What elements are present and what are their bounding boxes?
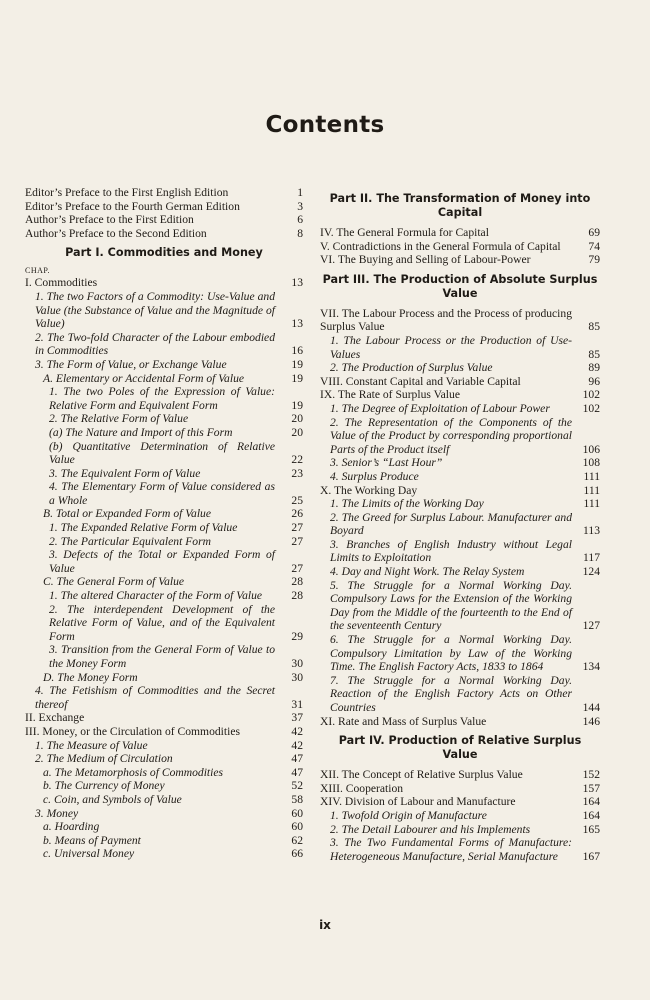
toc-entry-page: 111 xyxy=(583,469,600,483)
toc-entry-title: V. Contradictions in the General Formula of Capital xyxy=(320,239,561,253)
toc-entry-page: 152 xyxy=(582,768,600,782)
toc-entry xyxy=(25,766,303,780)
toc-entry-title: Author’s Preface to the First Edition xyxy=(25,213,194,227)
toc-entry-page: 89 xyxy=(588,361,600,375)
toc-entry-page: 26 xyxy=(291,507,303,521)
toc-entry-title: Author’s Preface to the Second Edition xyxy=(25,226,207,240)
toc-entry xyxy=(25,671,303,685)
toc-entry xyxy=(25,820,303,834)
toc-entry xyxy=(320,388,600,402)
toc-entry-title: 6. The Struggle for a Normal Working Day. Compulsory Limitation by Law of the Working Time. The English Factory Acts, 1833 to 1864 xyxy=(330,633,572,674)
toc-entry-title: 3. Senior’s “Last Hour” xyxy=(330,456,443,470)
page-title: Contents xyxy=(265,112,385,138)
toc-entry-page: 1 xyxy=(297,186,303,199)
toc-entry-title: a. The Metamorphosis of Commodities xyxy=(43,765,224,779)
toc-entry-title: 3. The Equivalent Form of Value xyxy=(49,466,201,480)
toc-entry xyxy=(320,565,600,579)
toc-entry-title: X. The Working Day xyxy=(320,483,418,497)
toc-entry-page: 127 xyxy=(582,619,600,633)
toc-entry-page: 30 xyxy=(291,657,303,670)
toc-column-left xyxy=(25,186,303,861)
toc-entry xyxy=(25,643,303,670)
toc-entry-title: 3. Money xyxy=(35,806,79,820)
toc-entry-page: 27 xyxy=(291,521,303,535)
toc-entry-title: XI. Rate and Mass of Surplus Value xyxy=(320,714,487,728)
toc-entry-title: 2. The Production of Surplus Value xyxy=(330,361,493,375)
toc-entry-page: 117 xyxy=(583,551,600,565)
toc-entry-page: 85 xyxy=(588,347,600,361)
toc-entry xyxy=(320,511,600,538)
toc-entry xyxy=(25,575,303,589)
toc-entry-page: 20 xyxy=(291,425,303,439)
toc-entry xyxy=(25,440,303,467)
toc-column-right xyxy=(320,186,600,863)
toc-entry-page: 13 xyxy=(291,317,303,331)
toc-entry-title: 4. The Fetishism of Commodities and the Secret thereof xyxy=(35,684,275,711)
toc-entry xyxy=(25,507,303,521)
toc-entry xyxy=(25,589,303,603)
toc-entry-page: 13 xyxy=(291,276,303,290)
toc-entry-title: 5. The Struggle for a Normal Working Day. Compulsory Laws for the Extension of the Working Day from the Middle of the fourteenth to the End of the seventeenth Century xyxy=(330,578,572,633)
toc-entry xyxy=(25,834,303,848)
toc-entry-page: 157 xyxy=(582,781,600,795)
toc-entry xyxy=(320,307,600,334)
toc-entry-title: B. Total or Expanded Form of Value xyxy=(43,507,211,521)
toc-entry-page: 113 xyxy=(583,524,600,538)
toc-entry xyxy=(25,213,303,227)
toc-entry-page: 167 xyxy=(582,849,600,863)
toc-entry xyxy=(25,793,303,807)
toc-entry-title: 1. The Measure of Value xyxy=(35,738,148,752)
toc-entry xyxy=(25,847,303,861)
toc-entry xyxy=(320,334,600,361)
toc-entry xyxy=(320,579,600,633)
toc-entry-title: 4. The Elementary Form of Value considered as a Whole xyxy=(49,480,275,507)
toc-entry xyxy=(25,385,303,412)
toc-entry-title: 1. The Degree of Exploitation of Labour Power xyxy=(330,401,550,415)
toc-entry xyxy=(25,480,303,507)
toc-entry xyxy=(320,240,600,254)
toc-entry-title: C. The General Form of Value xyxy=(43,575,185,589)
toc-entry-title: IV. The General Formula for Capital xyxy=(320,226,489,239)
toc-entry-page: 85 xyxy=(588,320,600,334)
toc-entry-page: 79 xyxy=(588,253,600,267)
toc-entry-page: 37 xyxy=(291,711,303,725)
toc-entry xyxy=(320,836,600,863)
toc-entry-title: 3. The Form of Value, or Exchange Value xyxy=(35,357,227,371)
toc-entry-page: 58 xyxy=(291,792,303,806)
toc-entry xyxy=(25,684,303,711)
toc-entry-title: 2. The Representation of the Components of the Value of the Product by corresponding proportional Parts of the Product itself xyxy=(330,415,572,456)
toc-entry-page: 16 xyxy=(291,344,303,358)
toc-entry xyxy=(25,290,303,331)
toc-entry-page: 69 xyxy=(588,226,600,239)
toc-entry xyxy=(25,779,303,793)
toc-entry xyxy=(320,484,600,498)
toc-entry xyxy=(25,807,303,821)
toc-entry-title: I. Commodities xyxy=(25,276,98,290)
toc-entry xyxy=(320,633,600,674)
toc-entry-page: 6 xyxy=(297,213,303,227)
toc-entry xyxy=(320,470,600,484)
toc-entry-title: XII. The Concept of Relative Surplus Value xyxy=(320,768,523,782)
toc-entry xyxy=(25,603,303,644)
toc-entry-title: 2. The Medium of Circulation xyxy=(35,752,173,766)
toc-entry xyxy=(320,375,600,389)
toc-entry xyxy=(320,674,600,715)
toc-entry-page: 20 xyxy=(291,412,303,426)
page-number: ix xyxy=(319,918,331,932)
toc-entry-page: 60 xyxy=(291,806,303,820)
toc-entry-title: a. Hoarding xyxy=(43,820,100,834)
toc-entry-title: 1. The Labour Process or the Production of Use-Values xyxy=(330,333,572,361)
toc-entry xyxy=(25,521,303,535)
toc-entry xyxy=(25,535,303,549)
toc-entry-title: b. Means of Payment xyxy=(43,833,141,847)
toc-entry-title: c. Universal Money xyxy=(43,847,135,861)
toc-entry xyxy=(25,426,303,440)
toc-entry-page: 66 xyxy=(291,847,303,861)
toc-entry-page: 29 xyxy=(291,629,303,643)
toc-entry xyxy=(320,809,600,823)
toc-entry-page: 62 xyxy=(291,833,303,847)
toc-entry xyxy=(25,412,303,426)
toc-entry-page: 47 xyxy=(291,752,303,766)
toc-entry xyxy=(25,186,303,200)
toc-entry-title: 2. The interdependent Development of the Relative Form of Value, and of the Equivalent Form xyxy=(49,602,275,643)
toc-entry xyxy=(320,416,600,457)
toc-entry-page: 164 xyxy=(582,808,600,822)
toc-entry xyxy=(320,497,600,511)
toc-entry-title: 1. The two Factors of a Commodity: Use-Value and Value (the Substance of Value and the Magnitude of Value) xyxy=(35,289,275,331)
toc-entry-title: D. The Money Form xyxy=(43,670,138,684)
toc-entry-title: VI. The Buying and Selling of Labour-Power xyxy=(320,253,531,267)
toc-entry-page: 23 xyxy=(291,466,303,480)
toc-entry-title: 3. Transition from the General Form of Value to the Money Form xyxy=(49,643,275,670)
toc-entry-page: 164 xyxy=(582,795,600,809)
toc-entry-page: 3 xyxy=(297,199,303,213)
part-heading: Part III. The Production of Absolute Surplus Value xyxy=(322,272,598,300)
toc-entry xyxy=(25,227,303,241)
toc-entry-title: III. Money, or the Circulation of Commodities xyxy=(25,724,240,738)
toc-entry-page: 108 xyxy=(582,456,600,470)
toc-entry-page: 27 xyxy=(291,561,303,575)
toc-entry-title: 2. The Particular Equivalent Form xyxy=(49,534,211,548)
toc-entry xyxy=(25,372,303,386)
toc-entry-title: 1. The Expanded Relative Form of Value xyxy=(49,521,238,535)
toc-entry xyxy=(25,725,303,739)
toc-entry xyxy=(320,538,600,565)
toc-entry-title: II. Exchange xyxy=(25,711,85,725)
toc-entry xyxy=(25,548,303,575)
part-heading: Part IV. Production of Relative Surplus Value xyxy=(338,734,582,762)
toc-entry-page: 134 xyxy=(582,660,600,674)
toc-entry-title: 2. The Two-fold Character of the Labour embodied in Commodities xyxy=(35,330,275,358)
toc-entry-page: 144 xyxy=(582,701,600,714)
toc-entry-title: 1. The altered Character of the Form of Value xyxy=(49,589,263,603)
toc-entry-title: c. Coin, and Symbols of Value xyxy=(43,792,182,806)
toc-entry xyxy=(25,711,303,725)
toc-entry-title: 2. The Relative Form of Value xyxy=(49,412,189,426)
toc-entry-page: 22 xyxy=(291,453,303,467)
toc-entry xyxy=(25,331,303,358)
toc-entry-title: VII. The Labour Process and the Process of producing Surplus Value xyxy=(320,306,572,334)
toc-entry-page: 42 xyxy=(291,738,303,752)
toc-entry-page: 74 xyxy=(588,239,600,253)
toc-entry-page: 52 xyxy=(291,779,303,793)
toc-entry-title: A. Elementary or Accidental Form of Value xyxy=(43,371,245,385)
toc-entry-title: 3. Branches of English Industry without Legal Limits to Exploitation xyxy=(330,537,572,565)
toc-entry-page: 111 xyxy=(583,483,600,497)
toc-entry-title: 1. The Limits of the Working Day xyxy=(330,497,484,511)
toc-entry xyxy=(320,402,600,416)
toc-entry-title: XIV. Division of Labour and Manufacture xyxy=(320,795,516,809)
toc-entry-page: 28 xyxy=(291,589,303,603)
toc-entry-page: 30 xyxy=(291,670,303,684)
part-heading: Part I. Commodities and Money xyxy=(65,246,263,260)
toc-entry xyxy=(25,752,303,766)
toc-entry-title: IX. The Rate of Surplus Value xyxy=(320,388,460,402)
toc-entry-title: Editor’s Preface to the Fourth German Edition xyxy=(25,199,240,213)
toc-entry xyxy=(320,253,600,267)
toc-entry-title: (b) Quantitative Determination of Relative Value xyxy=(49,439,275,467)
toc-entry-page: 47 xyxy=(291,765,303,779)
toc-entry-title: XIII. Cooperation xyxy=(320,781,404,795)
toc-entry-page: 25 xyxy=(291,493,303,507)
toc-entry-title: 4. Day and Night Work. The Relay System xyxy=(330,565,525,579)
toc-entry xyxy=(320,715,600,729)
toc-entry-title: (a) The Nature and Import of this Form xyxy=(49,425,233,439)
toc-entry-title: 1. The two Poles of the Expression of Value: Relative Form and Equivalent Form xyxy=(49,385,275,412)
toc-entry-page: 102 xyxy=(582,401,600,415)
toc-entry-title: Editor’s Preface to the First English Edition xyxy=(25,186,229,199)
toc-entry-page: 42 xyxy=(291,724,303,738)
toc-entry-title: 3. The Two Fundamental Forms of Manufacture: Heterogeneous Manufacture, Serial Manufacture xyxy=(330,836,572,863)
toc-entry xyxy=(320,361,600,375)
toc-entry-page: 31 xyxy=(291,697,303,711)
toc-entry-page: 8 xyxy=(297,226,303,240)
toc-entry xyxy=(320,456,600,470)
toc-entry xyxy=(320,782,600,796)
toc-entry-page: 19 xyxy=(291,357,303,371)
chapter-label: CHAP. xyxy=(25,266,50,276)
toc-entry xyxy=(320,795,600,809)
toc-entry-page: 146 xyxy=(582,714,600,728)
toc-entry-page: 106 xyxy=(582,442,600,456)
toc-entry-page: 60 xyxy=(291,820,303,834)
toc-entry-page: 19 xyxy=(291,398,303,412)
toc-entry xyxy=(25,276,303,290)
toc-entry-title: 3. Defects of the Total or Expanded Form of Value xyxy=(49,548,275,575)
toc-entry-page: 165 xyxy=(582,822,600,836)
toc-entry-title: VIII. Constant Capital and Variable Capital xyxy=(320,374,521,388)
toc-entry-page: 27 xyxy=(291,534,303,548)
toc-entry-title: 4. Surplus Produce xyxy=(330,469,419,483)
toc-entry-title: 2. The Greed for Surplus Labour. Manufacturer and Boyard xyxy=(330,510,572,538)
toc-entry-page: 124 xyxy=(582,565,600,579)
toc-entry-title: 2. The Detail Labourer and his Implements xyxy=(330,822,531,836)
toc-entry-page: 111 xyxy=(583,497,600,511)
toc-entry xyxy=(25,358,303,372)
part-heading: Part II. The Transformation of Money into Capital xyxy=(329,192,591,219)
toc-entry-title: 7. The Struggle for a Normal Working Day. Reaction of the English Factory Acts on Other Countries xyxy=(330,673,572,714)
toc-entry-title: 1. Twofold Origin of Manufacture xyxy=(330,808,487,822)
toc-entry xyxy=(320,226,600,240)
toc-entry xyxy=(25,200,303,214)
toc-entry-page: 96 xyxy=(588,374,600,388)
toc-entry xyxy=(25,739,303,753)
toc-entry-page: 102 xyxy=(582,388,600,402)
toc-entry-page: 19 xyxy=(291,371,303,385)
toc-entry-page: 28 xyxy=(291,575,303,589)
toc-entry-title: b. The Currency of Money xyxy=(43,779,165,793)
toc-entry xyxy=(25,467,303,481)
toc-entry xyxy=(320,823,600,837)
toc-entry xyxy=(320,768,600,782)
